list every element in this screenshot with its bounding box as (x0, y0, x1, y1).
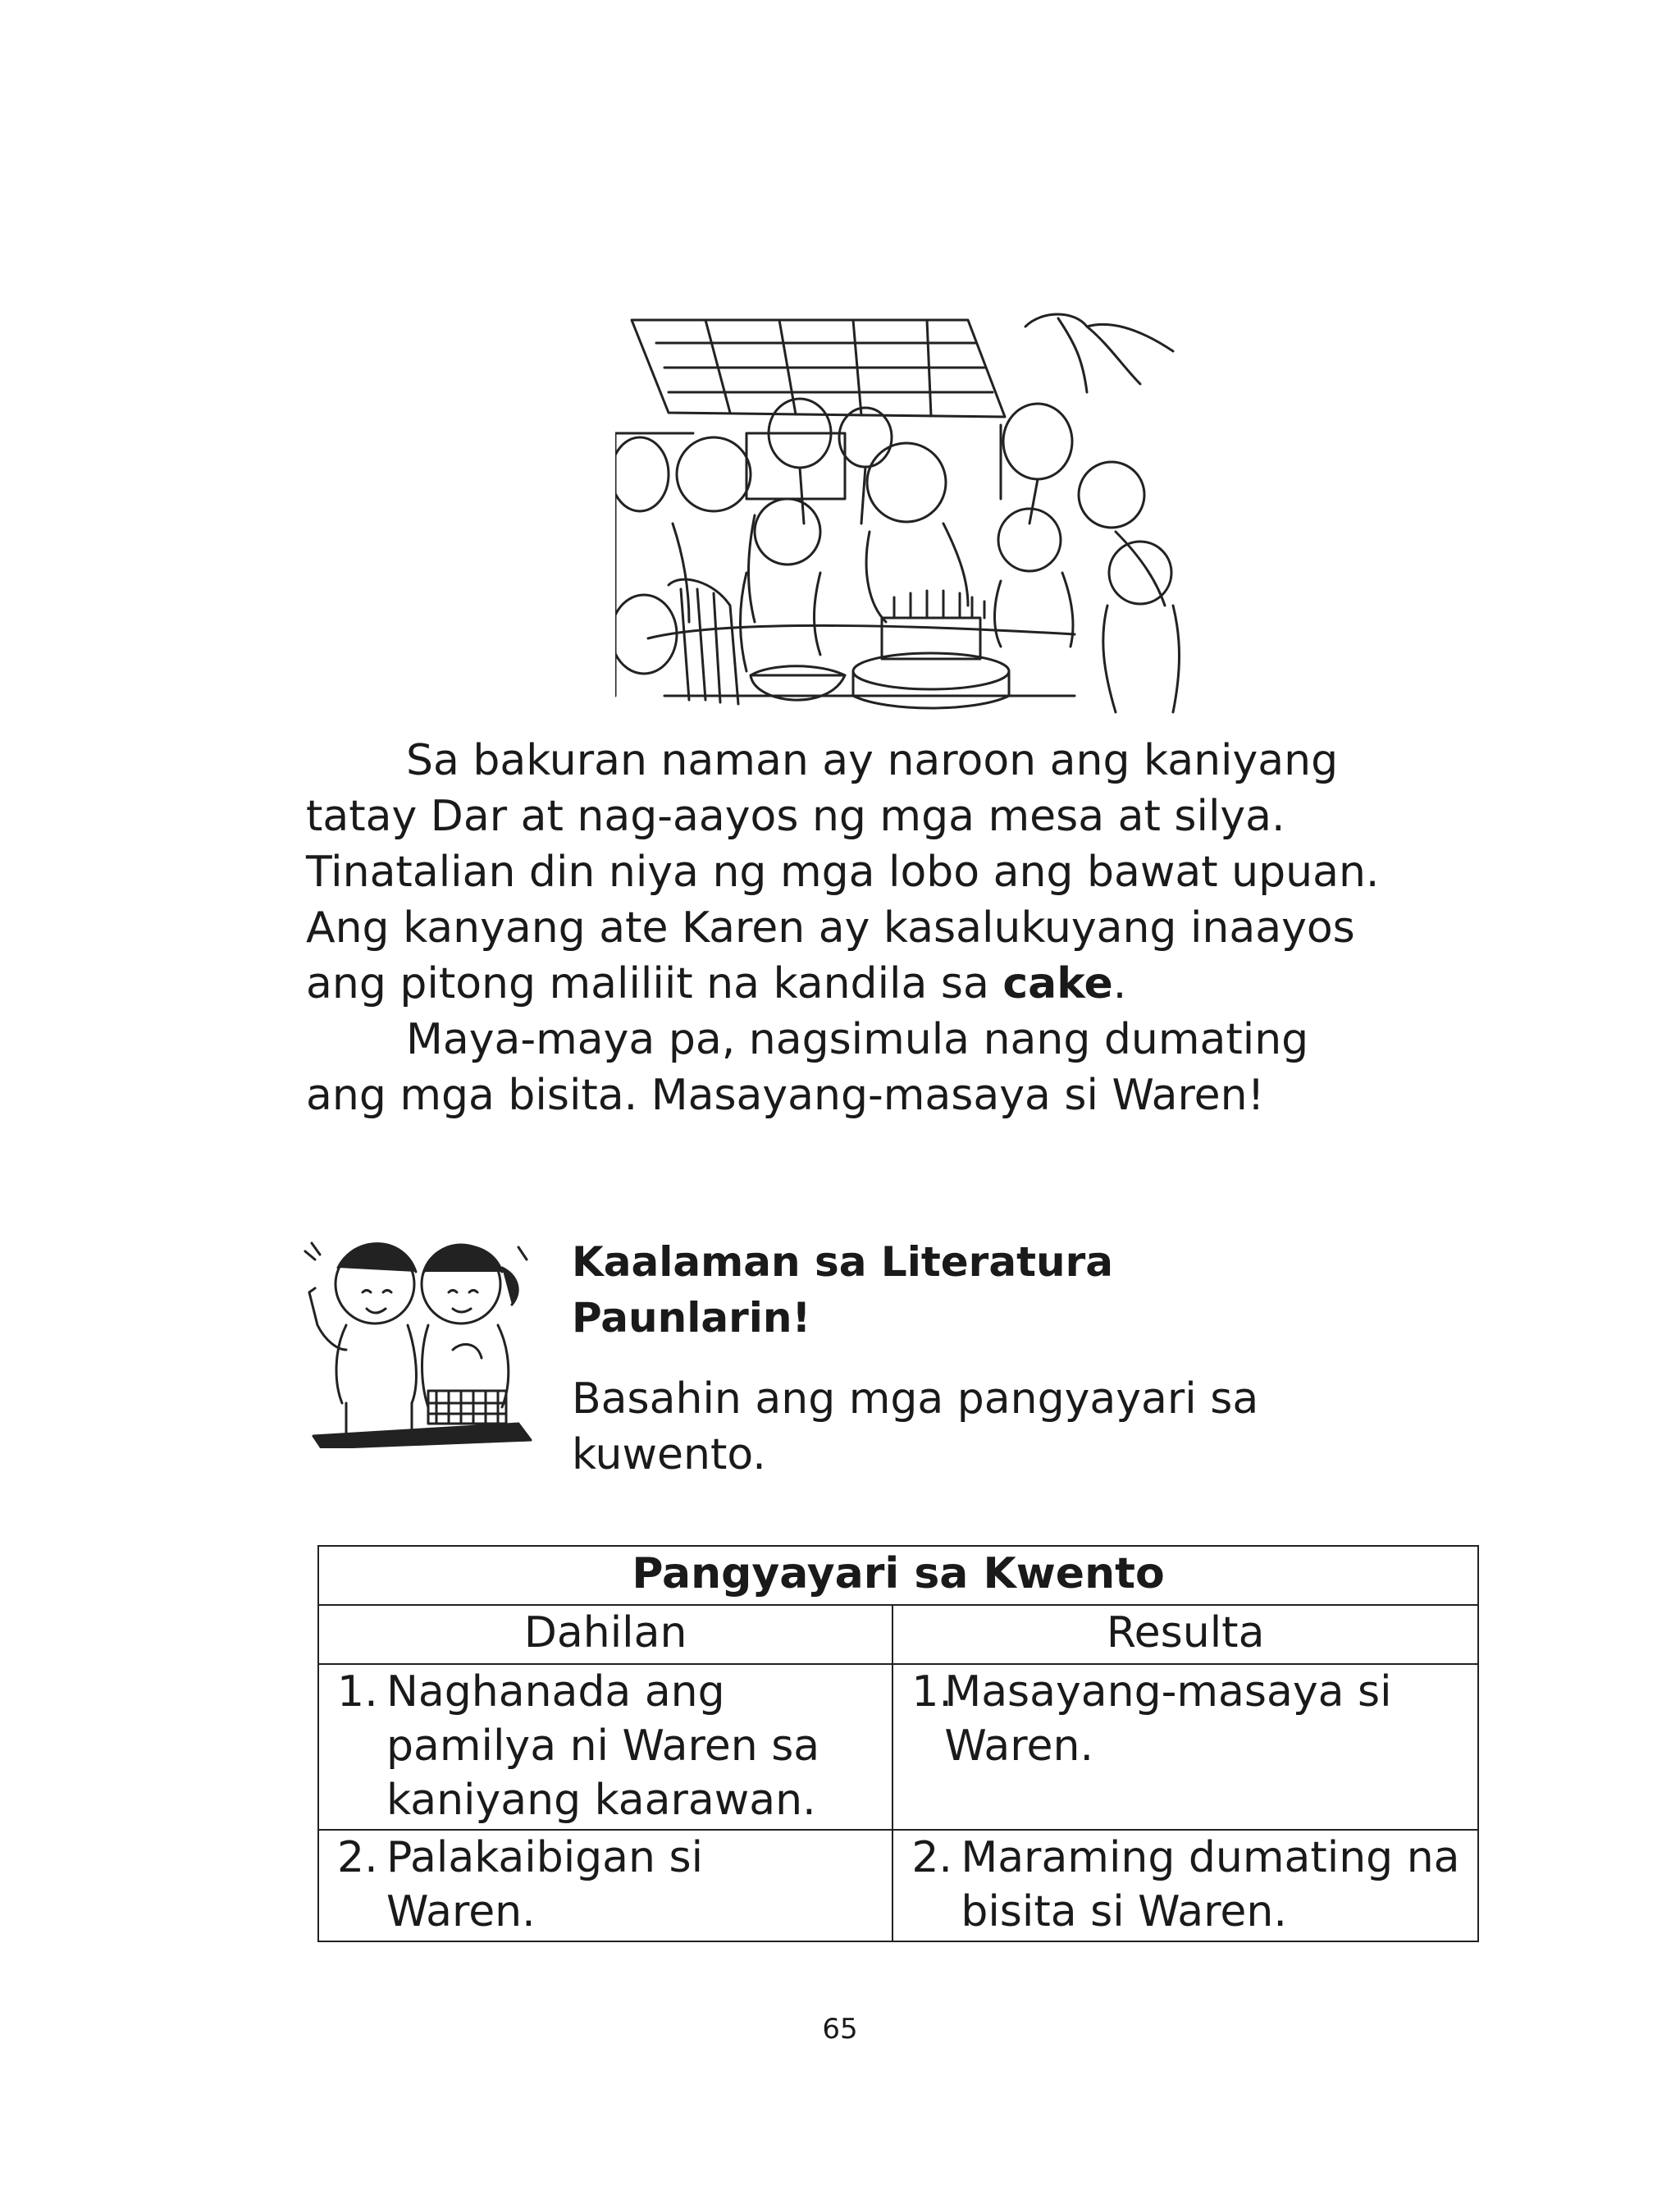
page-number: 65 (822, 2013, 858, 2046)
two-children-illustration (297, 1227, 535, 1448)
item-number: 1. (337, 1667, 378, 1717)
table-cell-resulta (892, 1830, 1478, 1941)
table-row (318, 1664, 1478, 1830)
item-number: 1. (911, 1667, 952, 1717)
table-cell-dahilan (318, 1664, 892, 1830)
item-text: Palakaibigan si Waren. (386, 1833, 704, 1936)
bold-word-cake: cake (1002, 959, 1113, 1008)
story-line: tatay Dar at nag-aayos ng mga mesa at silya. (306, 792, 1285, 841)
item-text: Maraming dumating na bisita si Waren. (961, 1833, 1460, 1936)
item-number: 2. (911, 1833, 952, 1882)
story-line-text: ang pitong maliliit na kandila sa (306, 959, 1003, 1008)
section-title (572, 1234, 1113, 1346)
numbered-item (337, 1831, 883, 1939)
story-text (306, 733, 1479, 1123)
table-title-row (318, 1546, 1478, 1605)
events-table (317, 1545, 1479, 1942)
birthday-party-illustration (615, 310, 1210, 716)
story-line-last (306, 956, 1479, 1012)
section-instruction: Basahin ang mga pangyayari sa kuwento. (572, 1374, 1259, 1479)
section-title-line-1: Kaalaman sa Literatura (572, 1238, 1113, 1286)
numbered-item (911, 1665, 1469, 1773)
story-line: Tinatalian din niya ng mga lobo ang bawat upuan. (306, 848, 1380, 897)
story-paragraph-1 (306, 733, 1479, 844)
table-cell-dahilan (318, 1830, 892, 1941)
table-title: Pangyayari sa Kwento (318, 1546, 1478, 1605)
story-line: Maya-maya pa, nagsimula nang dumating (406, 1015, 1309, 1064)
story-line: ang mga bisita. Masayang-masaya si Waren! (306, 1071, 1265, 1120)
table-cell-resulta (892, 1664, 1478, 1830)
story-punctuation: . (1112, 959, 1127, 1008)
story-line: Ang kanyang ate Karen ay kasalukuyang inaayos (306, 903, 1355, 953)
column-header-dahilan: Dahilan (318, 1605, 892, 1664)
table-header-row (318, 1605, 1478, 1664)
numbered-item (337, 1665, 883, 1827)
story-line: Sa bakuran naman ay naroon ang kaniyang (406, 736, 1339, 785)
column-header-resulta: Resulta (892, 1605, 1478, 1664)
story-paragraph-2 (306, 1012, 1479, 1123)
numbered-item (911, 1831, 1469, 1939)
section-title-line-2: Paunlarin! (572, 1294, 811, 1342)
item-text: Naghanada ang pamilya ni Waren sa kaniyang kaarawan. (386, 1667, 820, 1825)
table-row (318, 1830, 1478, 1941)
item-text: Masayang-masaya si Waren. (944, 1667, 1392, 1771)
item-number: 2. (337, 1833, 378, 1882)
